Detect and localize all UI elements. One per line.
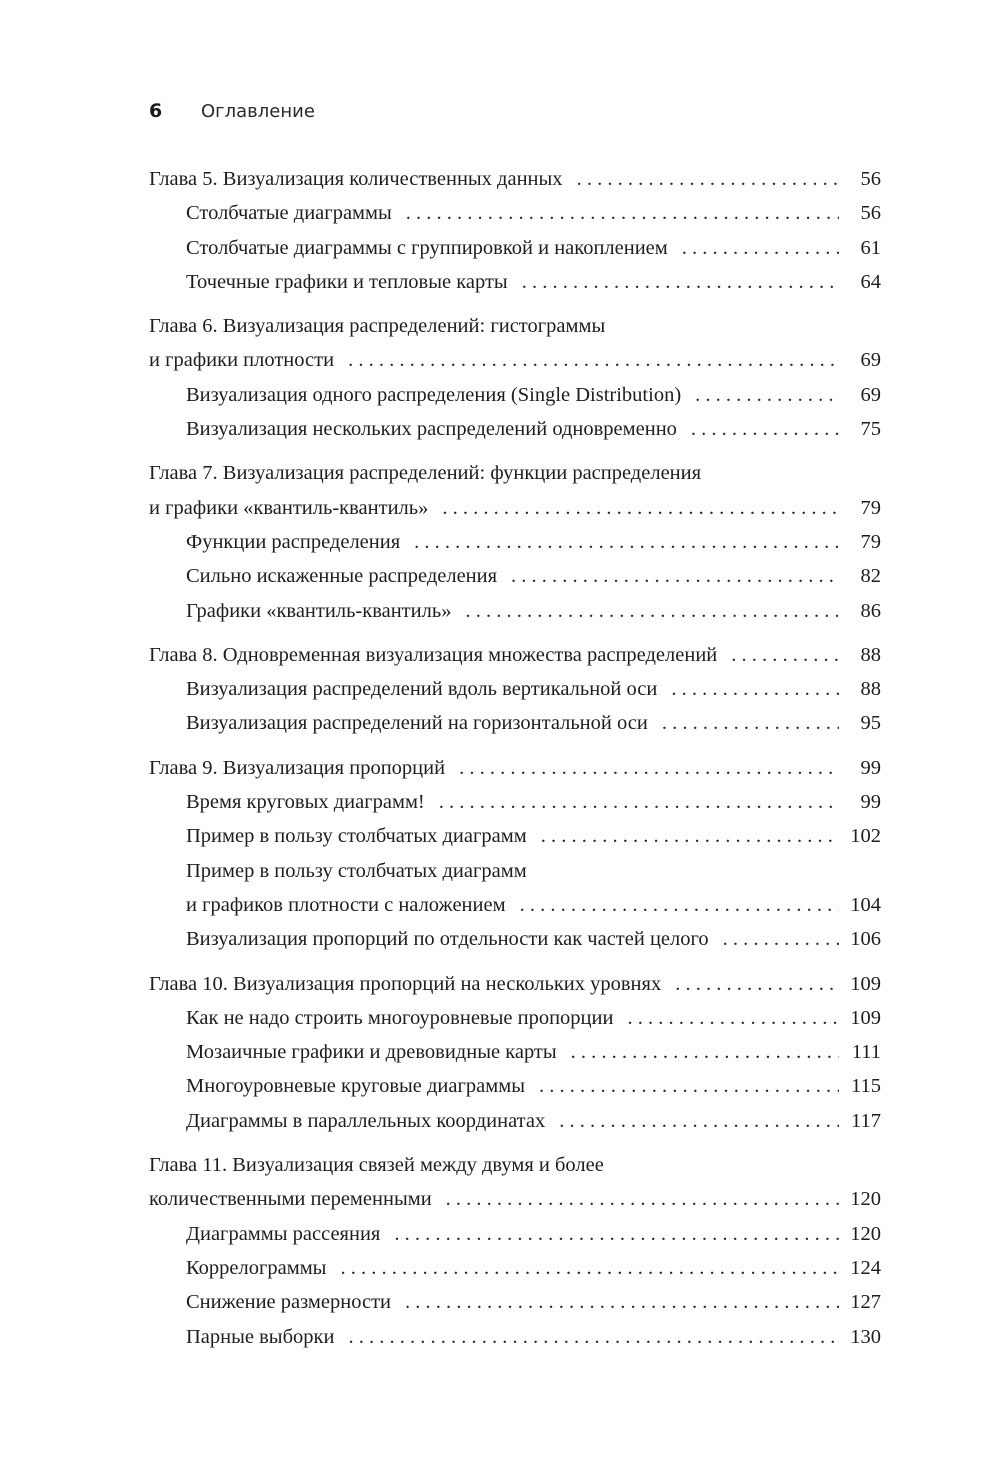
toc-entry-page: 56: [860, 168, 881, 190]
toc-entry-title: Функции распределения: [186, 530, 401, 553]
toc-entry-section: [149, 1251, 881, 1285]
toc-entry-chapter: [149, 491, 881, 525]
toc-chapter-10: [149, 967, 881, 1138]
dot-leader: [459, 751, 839, 785]
toc-entry-chapter: [149, 343, 881, 377]
toc-entry-page: 120: [850, 1188, 881, 1211]
toc-entry-title: Глава 5. Визуализация количественных данных: [149, 168, 563, 190]
toc-entry-title: Диаграммы в параллельных координатах: [186, 1109, 546, 1132]
toc-entry-title: и графиков плотности с наложением: [186, 893, 506, 916]
dot-leader: [340, 1251, 839, 1285]
toc-entry-title-line: Глава 11. Визуализация связей между двумя и более: [149, 1154, 604, 1177]
toc-entry-section: [149, 1104, 881, 1138]
dot-leader: [571, 1035, 839, 1069]
toc-entry-title-line: Глава 7. Визуализация распределений: функции распределения: [149, 462, 702, 485]
toc-entry-page: 120: [850, 1222, 881, 1245]
toc-entry-page: 99: [860, 756, 881, 779]
toc-entry-title: Парные выборки: [186, 1325, 335, 1348]
toc-entry-title: и графики плотности: [149, 349, 335, 372]
toc-entry-section: [149, 525, 881, 559]
toc-entry-page: 106: [850, 928, 881, 951]
toc-entry-section: [149, 1035, 881, 1069]
toc-entry-title: Столбчатые диаграммы с группировкой и накоплением: [186, 236, 668, 259]
toc-entry-page: 104: [850, 893, 881, 916]
toc-entry-page: 88: [860, 643, 881, 666]
dot-leader: [446, 1182, 839, 1216]
toc-entry-title: Визуализация распределений вдоль вертикальной оси: [186, 678, 658, 701]
dot-leader: [406, 196, 839, 230]
toc-entry-section: [149, 265, 881, 299]
toc-entry-page: 109: [850, 1006, 881, 1029]
dot-leader: [414, 525, 839, 559]
dot-leader: [682, 231, 839, 265]
toc-entry-title: Глава 10. Визуализация пропорций на нескольких уровнях: [149, 972, 662, 995]
toc-entry-section: [149, 1217, 881, 1251]
section-title: Оглавление: [201, 101, 315, 122]
toc-entry-page: 75: [860, 418, 881, 441]
toc-entry-page: 64: [860, 270, 881, 293]
toc-entry-section: [149, 1285, 881, 1319]
toc-entry-page: 69: [860, 349, 881, 372]
toc-entry-chapter: [149, 162, 881, 196]
toc-entry-page: 115: [851, 1075, 881, 1098]
toc-entry-section: [149, 196, 881, 230]
toc-entry-section: [149, 559, 881, 593]
toc-chapter-6: [149, 309, 881, 446]
toc-entry-title: Диаграммы рассеяния: [186, 1222, 381, 1245]
toc-entry-title: Столбчатые диаграммы: [186, 202, 392, 225]
toc-chapter-5: [149, 162, 881, 299]
toc-entry-section: [149, 922, 881, 956]
dot-leader: [577, 162, 839, 196]
toc-chapter-7: [149, 456, 881, 627]
toc-entry-page: 127: [850, 1291, 881, 1314]
toc-entry-page: 109: [850, 972, 881, 995]
toc-chapter-11: [149, 1148, 881, 1354]
dot-leader: [662, 706, 839, 740]
toc-entry-section: [149, 231, 881, 265]
toc-entry-title: Глава 9. Визуализация пропорций: [149, 756, 446, 779]
toc-entry-title: Точечные графики и тепловые карты: [186, 270, 508, 293]
dot-leader: [511, 559, 839, 593]
dot-leader: [691, 412, 839, 446]
toc-entry-title: Визуализация нескольких распределений одновременно: [186, 418, 677, 441]
running-head: [149, 100, 315, 126]
toc-entry-page: 79: [860, 496, 881, 519]
dot-leader: [675, 967, 839, 1001]
dot-leader: [522, 265, 839, 299]
toc-entry-chapter: [149, 1182, 881, 1216]
dot-leader: [541, 819, 839, 853]
dot-leader: [731, 638, 839, 672]
toc-chapter-9: [149, 751, 881, 957]
toc-entry-section: [149, 672, 881, 706]
toc-entry-title: Глава 8. Одновременная визуализация множества распределений: [149, 643, 718, 666]
toc-entry-section: [149, 1001, 881, 1035]
toc-entry-title: Визуализация одного распределения (Single Distribution): [186, 383, 682, 406]
toc-entry-page: 82: [860, 565, 881, 588]
dot-leader: [627, 1001, 839, 1035]
toc-entry-page: 79: [860, 530, 881, 553]
toc-entry-page: 99: [860, 791, 881, 814]
dot-leader: [520, 888, 839, 922]
toc-entry-page: 130: [850, 1325, 881, 1348]
toc-entry-title: Сильно искаженные распределения: [186, 565, 498, 588]
toc-entry-section: [149, 1069, 881, 1103]
toc-entry-section: [149, 412, 881, 446]
toc-entry-page: 56: [860, 202, 881, 225]
toc-entry-section: [149, 819, 881, 853]
toc-entry-title: Пример в пользу столбчатых диаграмм: [186, 825, 527, 848]
toc-entry-page: 69: [860, 383, 881, 406]
toc-entry-title-line: Пример в пользу столбчатых диаграмм: [186, 859, 527, 882]
dot-leader: [465, 594, 839, 628]
toc-entry-section: [149, 378, 881, 412]
toc-entry-section: [149, 785, 881, 819]
toc-entry-title: и графики «квантиль-квантиль»: [149, 496, 429, 519]
toc-entry-page: 88: [860, 678, 881, 701]
page-number: 6: [149, 100, 163, 122]
toc-entry-section: [149, 706, 881, 740]
toc-entry-page: 61: [860, 236, 881, 259]
dot-leader: [559, 1104, 839, 1138]
toc-entry-title: Как не надо строить многоуровневые пропорции: [186, 1006, 614, 1029]
toc-entry-section: [149, 888, 881, 922]
toc-entry-title: Многоуровневые круговые диаграммы: [186, 1075, 525, 1098]
dot-leader: [405, 1285, 839, 1319]
toc-entry-page: 95: [860, 712, 881, 735]
dot-leader: [723, 922, 839, 956]
dot-leader: [394, 1217, 839, 1251]
toc-entry-chapter: [149, 751, 881, 785]
toc-entry-page: 102: [850, 825, 881, 848]
toc-entry-page: 124: [850, 1256, 881, 1279]
toc-entry-section: [149, 594, 881, 628]
toc-entry-title: Мозаичные графики и древовидные карты: [186, 1041, 557, 1064]
dot-leader: [348, 343, 839, 377]
dot-leader: [442, 491, 839, 525]
dot-leader: [348, 1320, 839, 1354]
toc-entry-title: Коррелограммы: [186, 1256, 327, 1279]
toc-chapter-8: [149, 638, 881, 741]
toc-entry-section: [149, 1320, 881, 1354]
toc-entry-title: Визуализация пропорций по отдельности как частей целого: [186, 928, 709, 951]
dot-leader: [671, 672, 839, 706]
toc-entry-title: Визуализация распределений на горизонтальной оси: [186, 712, 648, 735]
toc-entry-chapter: [149, 638, 881, 672]
toc-entry-title: Графики «квантиль-квантиль»: [186, 599, 452, 622]
toc-entry-title-line: Глава 6. Визуализация распределений: гистограммы: [149, 315, 606, 338]
toc-entry-page: 111: [851, 1041, 881, 1064]
table-of-contents: [149, 162, 881, 1364]
toc-entry-title: количественными переменными: [149, 1188, 432, 1211]
dot-leader: [439, 785, 839, 819]
dot-leader: [539, 1069, 839, 1103]
toc-entry-page: 86: [860, 599, 881, 622]
toc-entry-page: 117: [851, 1109, 881, 1132]
toc-entry-chapter: [149, 967, 881, 1001]
toc-entry-title: Время круговых диаграмм!: [186, 791, 425, 814]
toc-entry-title: Снижение размерности: [186, 1291, 392, 1314]
dot-leader: [695, 378, 839, 412]
